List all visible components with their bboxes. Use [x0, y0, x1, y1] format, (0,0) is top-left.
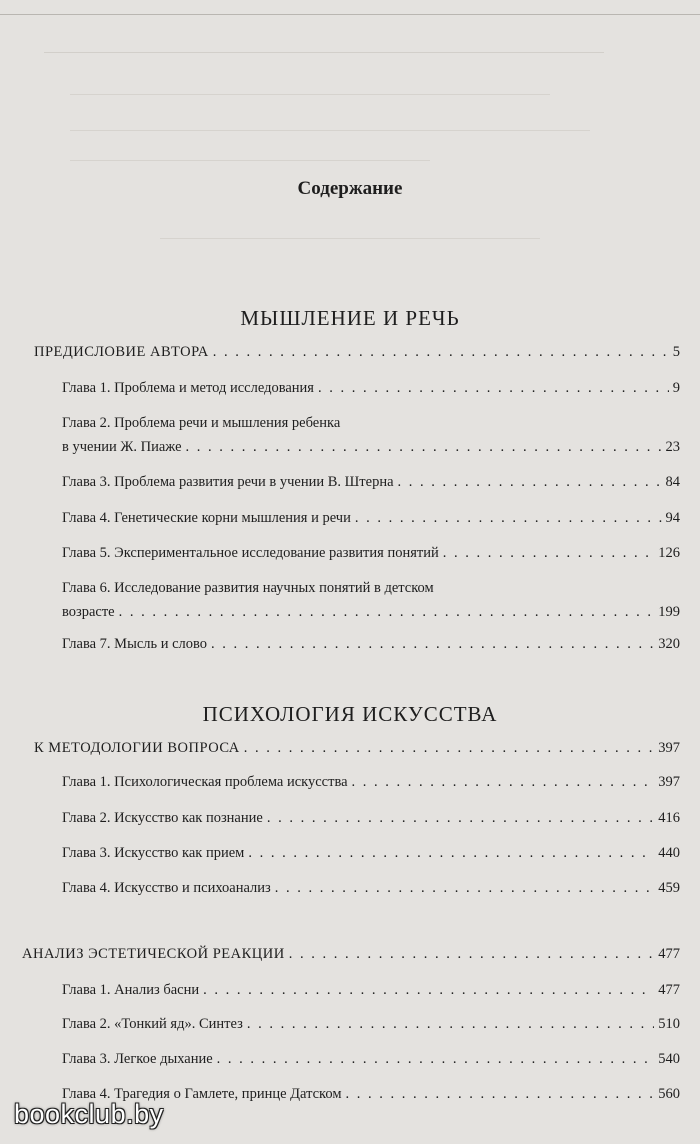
dot-leader — [119, 602, 655, 622]
dot-leader — [289, 944, 655, 964]
watermark-text: bookclub.by — [14, 1099, 164, 1129]
chapter-title: Глава 1. Анализ басни — [62, 982, 200, 998]
chapter-title: Глава 3. Легкое дыхание — [62, 1051, 213, 1067]
page-number: 5 — [672, 344, 680, 360]
toc-chapter[interactable] — [0, 843, 700, 863]
page-number: 320 — [658, 636, 680, 652]
page-number: 510 — [658, 1016, 680, 1032]
dot-leader — [186, 437, 662, 457]
chapter-title: Глава 3. Проблема развития речи в учении В. Штерна — [62, 474, 394, 490]
page-number: 199 — [658, 604, 680, 620]
toc-chapter[interactable] — [0, 1049, 700, 1069]
chapter-title: Глава 4. Генетические корни мышления и речи — [62, 510, 351, 526]
dot-leader — [217, 1049, 655, 1069]
page-number: 397 — [658, 740, 680, 756]
page-number: 477 — [658, 946, 680, 962]
dot-leader — [346, 1084, 655, 1104]
page-number: 9 — [672, 380, 680, 396]
chapter-title: Глава 3. Искусство как прием — [62, 845, 245, 861]
section-title: ПРЕДИСЛОВИЕ АВТОРА — [34, 344, 209, 360]
chapter-title: Глава 4. Искусство и психоанализ — [62, 880, 271, 896]
section-title: АНАЛИЗ ЭСТЕТИЧЕСКОЙ РЕАКЦИИ — [22, 946, 285, 962]
toc-chapter[interactable] — [0, 508, 700, 528]
page-number: 126 — [658, 545, 680, 561]
dot-leader — [203, 980, 654, 1000]
toc-chapter[interactable] — [0, 878, 700, 898]
chapter-title: Глава 4. Трагедия о Гамлете, принце Датском — [62, 1086, 342, 1102]
chapter-title-line1: Глава 6. Исследование развития научных понятий в детском — [62, 580, 434, 596]
chapter-title-line2: в учении Ж. Пиаже — [62, 439, 182, 455]
page-number: 540 — [658, 1051, 680, 1067]
chapter-title: Глава 2. Искусство как познание — [62, 810, 263, 826]
toc-chapter[interactable] — [0, 472, 700, 492]
dot-leader — [352, 772, 655, 792]
chapter-title: Глава 1. Проблема и метод исследования — [62, 380, 314, 396]
toc-chapter[interactable] — [0, 378, 700, 398]
section-title: К МЕТОДОЛОГИИ ВОПРОСА — [34, 740, 240, 756]
chapter-title-line1: Глава 2. Проблема речи и мышления ребенка — [62, 415, 341, 431]
chapter-title-line2: возрасте — [62, 604, 115, 620]
page-number: 84 — [665, 474, 680, 490]
dot-leader — [213, 342, 669, 362]
chapter-title: Глава 7. Мысль и слово — [62, 636, 208, 652]
toc-chapter[interactable] — [0, 1014, 700, 1034]
dot-leader — [211, 634, 654, 654]
page-top-border — [0, 14, 700, 15]
toc-section[interactable] — [0, 738, 700, 758]
toc-chapter[interactable] — [0, 808, 700, 828]
dot-leader — [398, 472, 662, 492]
dot-leader — [248, 843, 654, 863]
toc-section[interactable] — [0, 342, 700, 362]
dot-leader — [275, 878, 654, 898]
page-number: 397 — [658, 774, 680, 790]
page-number: 560 — [658, 1086, 680, 1102]
chapter-title: Глава 1. Психологическая проблема искусства — [62, 774, 348, 790]
page-number: 23 — [665, 439, 680, 455]
page-title: Содержание — [297, 178, 403, 199]
dot-leader — [244, 738, 654, 758]
page-number: 94 — [665, 510, 680, 526]
page-number: 477 — [658, 982, 680, 998]
dot-leader — [318, 378, 669, 398]
dot-leader — [355, 508, 662, 528]
dot-leader — [267, 808, 654, 828]
dot-leader — [443, 543, 655, 563]
page-number: 440 — [658, 845, 680, 861]
toc-chapter[interactable] — [0, 578, 700, 622]
toc-chapter[interactable] — [0, 980, 700, 1000]
part-title-psychology-of-art: ПСИХОЛОГИЯ ИСКУССТВА — [202, 702, 498, 726]
chapter-title: Глава 2. «Тонкий яд». Синтез — [62, 1016, 243, 1032]
dot-leader — [247, 1014, 654, 1034]
toc-chapter[interactable] — [0, 772, 700, 792]
part-title-thinking-and-speech: МЫШЛЕНИЕ И РЕЧЬ — [240, 306, 460, 330]
chapter-title: Глава 5. Экспериментальное исследование развития понятий — [62, 545, 439, 561]
toc-section[interactable] — [0, 944, 700, 964]
toc-chapter[interactable] — [0, 634, 700, 654]
page-number: 459 — [658, 880, 680, 896]
toc-chapter[interactable] — [0, 543, 700, 563]
toc-chapter[interactable] — [0, 413, 700, 457]
page-number: 416 — [658, 810, 680, 826]
